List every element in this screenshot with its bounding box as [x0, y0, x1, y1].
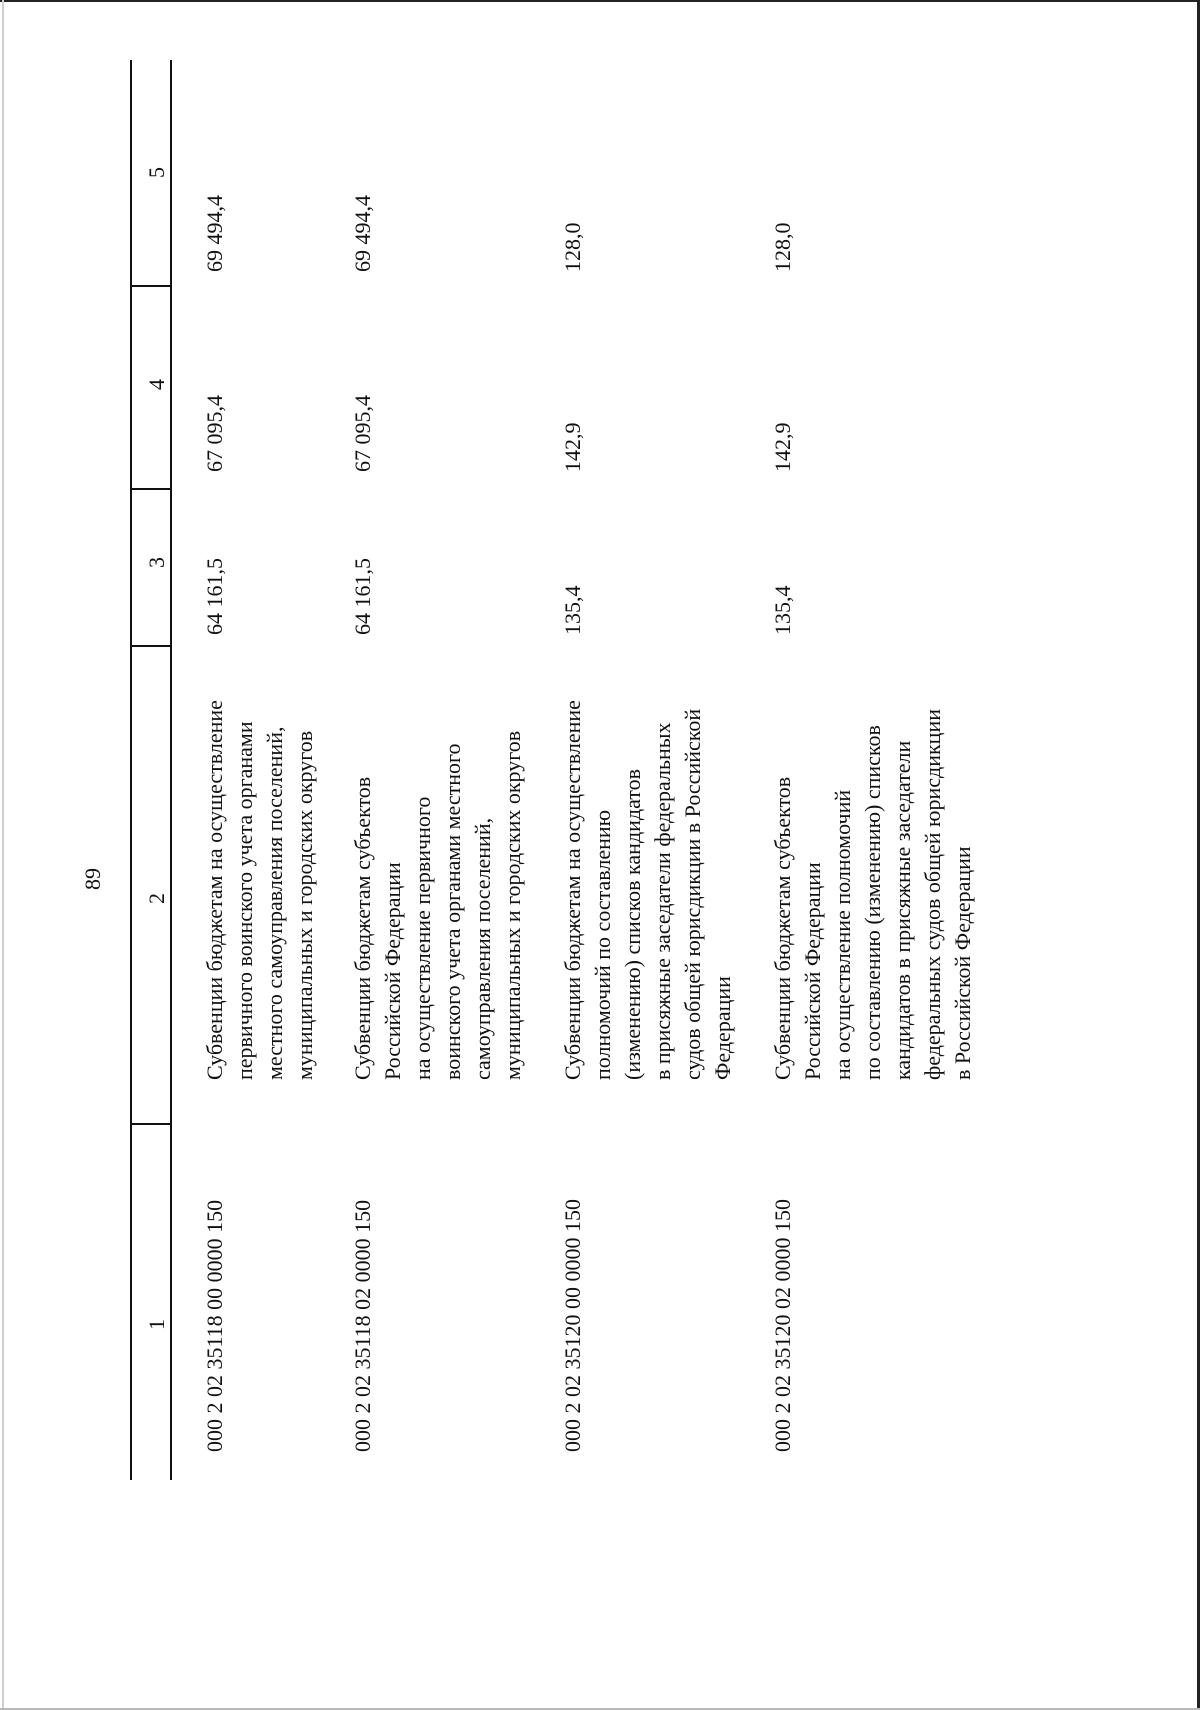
row-value-col4: 142,9	[770, 422, 795, 472]
row-value-col5: 69 494,4	[350, 195, 375, 272]
row-value-col5: 69 494,4	[202, 195, 227, 272]
row-description: Субвенции бюджетам субъектов Российской Федерации на осуществление полномочий по составлению (изменению) списков кандидатов в присяжные заседатели федеральных судов общей юрисдикции в Российской Федерации	[770, 708, 975, 1080]
row-code: 000 2 02 35118 02 0000 150	[350, 1199, 375, 1452]
column-header-3: 3	[144, 557, 169, 568]
header-divider	[130, 488, 172, 490]
row-description: Субвенции бюджетам на осуществление полномочий по составлению (изменению) списков кандидатов в присяжные заседатели федеральных судов общей юрисдикции в Российской Федерации	[560, 700, 735, 1080]
header-divider	[130, 1123, 172, 1125]
header-divider	[130, 285, 172, 287]
column-header-4: 4	[144, 379, 169, 390]
page-number: 89	[80, 868, 105, 890]
row-description: Субвенции бюджетам на осуществление первичного воинского учета органами местного самоуправления поселений, муниципальных и городских округов	[202, 700, 317, 1080]
row-value-col3: 135,4	[560, 585, 585, 635]
row-code: 000 2 02 35120 00 0000 150	[560, 1199, 585, 1452]
column-header-1: 1	[144, 1319, 169, 1330]
header-bottom-rule	[170, 60, 172, 1480]
row-description: Субвенции бюджетам субъектов Российской Федерации на осуществление первичного воинского учета органами местного самоуправления поселений, муниципальных и городских округов	[350, 730, 525, 1080]
row-value-col4: 67 095,4	[202, 395, 227, 472]
row-value-col5: 128,0	[770, 222, 795, 272]
row-code: 000 2 02 35120 02 0000 150	[770, 1199, 795, 1452]
row-value-col5: 128,0	[560, 222, 585, 272]
row-value-col4: 67 095,4	[350, 395, 375, 472]
column-header-5: 5	[144, 167, 169, 178]
header-divider	[130, 645, 172, 647]
row-value-col3: 64 161,5	[350, 558, 375, 635]
row-code: 000 2 02 35118 00 0000 150	[202, 1199, 227, 1452]
row-value-col3: 64 161,5	[202, 558, 227, 635]
column-header-2: 2	[144, 893, 169, 904]
row-value-col3: 135,4	[770, 585, 795, 635]
header-top-rule	[130, 60, 132, 1480]
row-value-col4: 142,9	[560, 422, 585, 472]
